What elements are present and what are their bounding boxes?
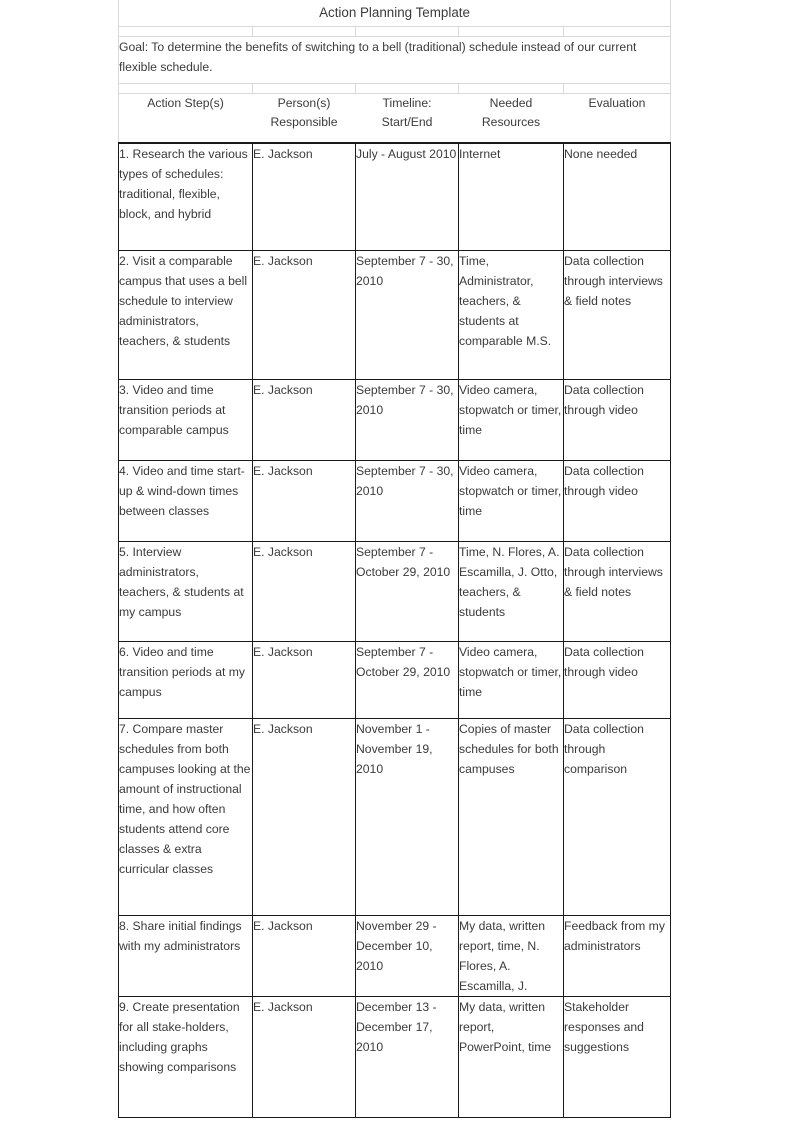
cell-person-responsible: E. Jackson bbox=[253, 542, 356, 642]
spacer-row-top bbox=[119, 27, 671, 37]
goal-row bbox=[119, 37, 671, 84]
cell-person-responsible: E. Jackson bbox=[253, 461, 356, 542]
title-row bbox=[119, 0, 671, 27]
cell-timeline: November 1 - November 19, 2010 bbox=[356, 719, 459, 916]
cell-action-step: 3. Video and time transition periods at comparable campus bbox=[119, 380, 253, 461]
cell-needed-resources: My data, written report, time, N. Flores, A. Escamilla, J. bbox=[459, 916, 564, 997]
cell-action-step: 2. Visit a comparable campus that uses a bell schedule to interview administrators, teachers, & students bbox=[119, 251, 253, 380]
cell-needed-resources: Video camera, stopwatch or timer, time bbox=[459, 642, 564, 719]
cell-evaluation: Data collection through video bbox=[564, 461, 671, 542]
page-title: Action Planning Template bbox=[119, 0, 671, 27]
cell-timeline: September 7 - October 29, 2010 bbox=[356, 642, 459, 719]
table-row bbox=[119, 461, 671, 542]
goal-text: Goal: To determine the benefits of switching to a bell (traditional) schedule instead of our current flexible schedule. bbox=[119, 37, 671, 84]
cell-timeline: September 7 - 30, 2010 bbox=[356, 251, 459, 380]
cell-person-responsible: E. Jackson bbox=[253, 251, 356, 380]
cell-evaluation: Data collection through comparison bbox=[564, 719, 671, 916]
cell-evaluation: Data collection through video bbox=[564, 642, 671, 719]
spacer-cell bbox=[119, 84, 253, 94]
cell-evaluation: Data collection through interviews & field notes bbox=[564, 542, 671, 642]
column-header-needed-resources: Needed Resources bbox=[459, 94, 564, 144]
cell-person-responsible: E. Jackson bbox=[253, 719, 356, 916]
cell-needed-resources: Copies of master schedules for both campuses bbox=[459, 719, 564, 916]
cell-needed-resources: My data, written report, PowerPoint, time bbox=[459, 997, 564, 1118]
spacer-row-below-goal bbox=[119, 84, 671, 94]
cell-needed-resources: Video camera, stopwatch or timer, time bbox=[459, 461, 564, 542]
cell-action-step: 4. Video and time start-up & wind-down times between classes bbox=[119, 461, 253, 542]
cell-timeline: July - August 2010 bbox=[356, 143, 459, 251]
table-row bbox=[119, 916, 671, 997]
table-row bbox=[119, 251, 671, 380]
spacer-cell bbox=[564, 27, 671, 37]
spacer-cell bbox=[564, 84, 671, 94]
column-header-person-responsible: Person(s) Responsible bbox=[253, 94, 356, 144]
cell-timeline: September 7 - October 29, 2010 bbox=[356, 542, 459, 642]
cell-evaluation: None needed bbox=[564, 143, 671, 251]
spacer-cell bbox=[356, 27, 459, 37]
cell-timeline: September 7 - 30, 2010 bbox=[356, 380, 459, 461]
table-header-row bbox=[119, 94, 671, 144]
cell-evaluation: Stakeholder responses and suggestions bbox=[564, 997, 671, 1118]
spacer-cell bbox=[459, 84, 564, 94]
cell-action-step: 5. Interview administrators, teachers, & students at my campus bbox=[119, 542, 253, 642]
spacer-cell bbox=[356, 84, 459, 94]
table-row bbox=[119, 719, 671, 916]
cell-timeline: September 7 - 30, 2010 bbox=[356, 461, 459, 542]
cell-needed-resources: Internet bbox=[459, 143, 564, 251]
cell-action-step: 9. Create presentation for all stake-holders, including graphs showing comparisons bbox=[119, 997, 253, 1118]
cell-action-step: 6. Video and time transition periods at my campus bbox=[119, 642, 253, 719]
column-header-action-step: Action Step(s) bbox=[119, 94, 253, 144]
table-row bbox=[119, 997, 671, 1118]
table-row bbox=[119, 143, 671, 251]
column-header-evaluation: Evaluation bbox=[564, 94, 671, 144]
spacer-cell bbox=[253, 27, 356, 37]
action-planning-table bbox=[118, 0, 671, 1118]
cell-timeline: December 13 - December 17, 2010 bbox=[356, 997, 459, 1118]
cell-person-responsible: E. Jackson bbox=[253, 916, 356, 997]
cell-evaluation: Data collection through video bbox=[564, 380, 671, 461]
spacer-cell bbox=[459, 27, 564, 37]
cell-needed-resources: Time, N. Flores, A. Escamilla, J. Otto, teachers, & students bbox=[459, 542, 564, 642]
spacer-cell bbox=[119, 27, 253, 37]
spacer-cell bbox=[253, 84, 356, 94]
cell-needed-resources: Video camera, stopwatch or timer, time bbox=[459, 380, 564, 461]
cell-action-step: 1. Research the various types of schedules: traditional, flexible, block, and hybrid bbox=[119, 143, 253, 251]
table-row bbox=[119, 642, 671, 719]
cell-needed-resources: Time, Administrator, teachers, & students at comparable M.S. bbox=[459, 251, 564, 380]
table-row bbox=[119, 542, 671, 642]
cell-action-step: 7. Compare master schedules from both campuses looking at the amount of instructional time, and how often students attend core classes & extra curricular classes bbox=[119, 719, 253, 916]
cell-person-responsible: E. Jackson bbox=[253, 380, 356, 461]
table-row bbox=[119, 380, 671, 461]
spreadsheet-sheet bbox=[118, 0, 670, 1118]
cell-person-responsible: E. Jackson bbox=[253, 997, 356, 1118]
cell-timeline: November 29 - December 10, 2010 bbox=[356, 916, 459, 997]
cell-action-step: 8. Share initial findings with my administrators bbox=[119, 916, 253, 997]
cell-evaluation: Feedback from my administrators bbox=[564, 916, 671, 997]
column-header-timeline: Timeline: Start/End bbox=[356, 94, 459, 144]
cell-evaluation: Data collection through interviews & field notes bbox=[564, 251, 671, 380]
cell-person-responsible: E. Jackson bbox=[253, 143, 356, 251]
cell-person-responsible: E. Jackson bbox=[253, 642, 356, 719]
